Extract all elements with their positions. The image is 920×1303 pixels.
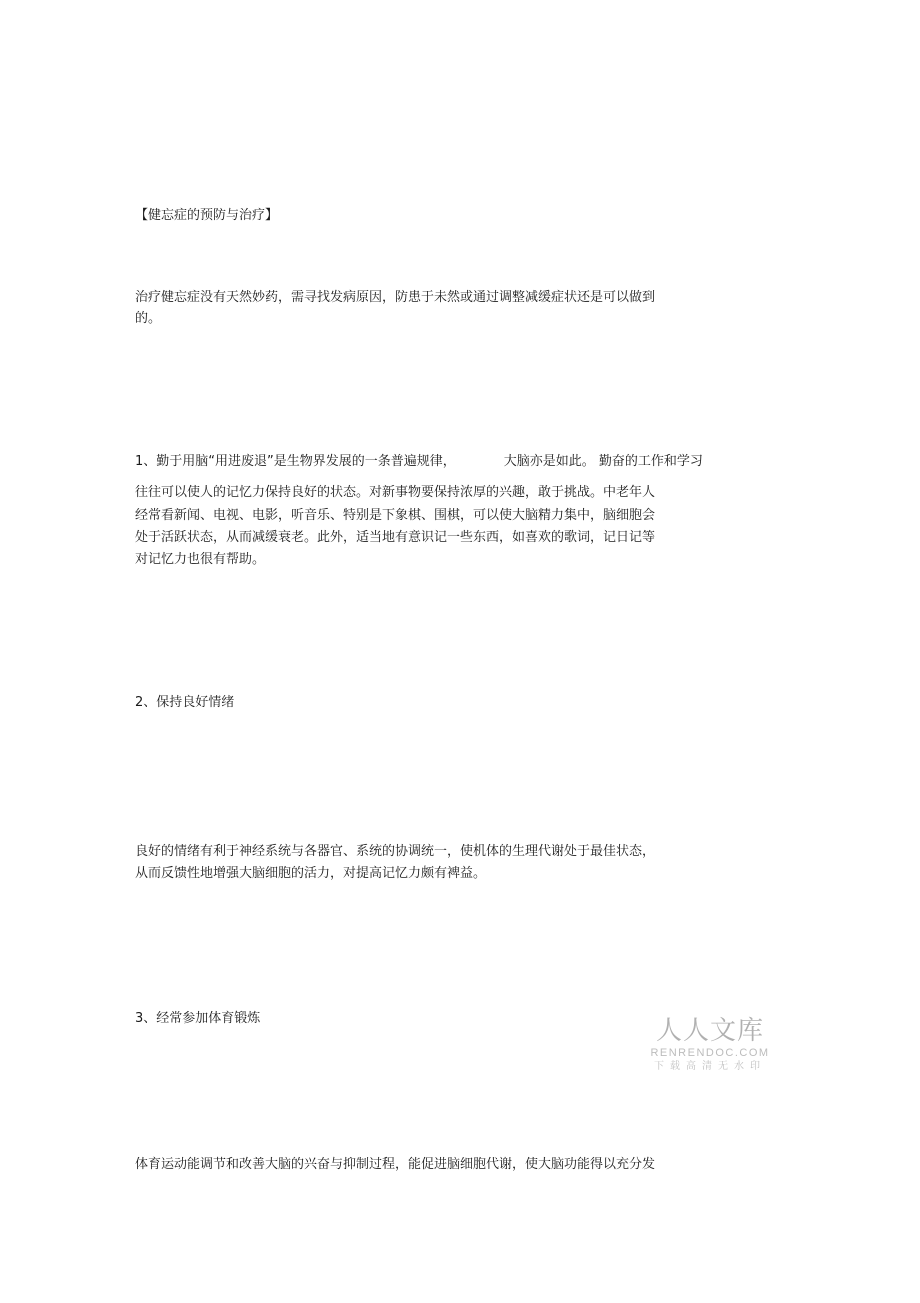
section1-line-3: 经常看新闻、电视、电影，听音乐、特别是下象棋、围棋，可以使大脑精力集中，脑细胞会 [135, 508, 656, 523]
section1-line-2: 往往可以使人的记忆力保持良好的状态。对新事物要保持浓厚的兴趣，敢于挑战。中老年人 [135, 485, 656, 500]
watermark-title: 人人文库 [655, 1016, 764, 1046]
section2-line-1: 良好的情绪有利于神经系统与各器官、系统的协调统一，使机体的生理代谢处于最佳状态， [135, 844, 656, 859]
document-title: 【健忘症的预防与治疗】 [135, 208, 279, 223]
intro-line-2: 的。 [135, 311, 162, 326]
watermark-domain: RENRENDOC.COM [650, 1047, 770, 1059]
watermark-logo [648, 1016, 772, 1074]
section3-line-1: 体育运动能调节和改善大脑的兴奋与抑制过程，能促进脑细胞代谢，使大脑功能得以充分发 [135, 1157, 656, 1172]
section2-heading: 2、保持良好情绪 [135, 695, 235, 710]
section1-line-1 [135, 454, 703, 470]
section2-line-2: 从而反馈性地增强大脑细胞的活力，对提高记忆力颇有裨益。 [135, 866, 487, 881]
section1-line-1-part-1: 1、勤于用脑“用进废退”是生物界发展的一条普遍规律， [135, 454, 456, 469]
section1-line-4: 处于活跃状态，从而减缓衰老。此外，适当地有意识记一些东西，如喜欢的歌词，记日记等 [135, 530, 656, 545]
watermark-slogan: 下载高清无水印 [654, 1061, 766, 1072]
section1-line-5: 对记忆力也很有帮助。 [135, 552, 266, 567]
intro-line-1: 治疗健忘症没有天然妙药，需寻找发病原因，防患于未然或通过调整减缓症状还是可以做到 [135, 290, 656, 305]
section3-heading: 3、经常参加体育锻炼 [135, 1011, 261, 1026]
section1-line-1-part-2: 大脑亦是如此。 勤奋的工作和学习 [503, 454, 703, 469]
